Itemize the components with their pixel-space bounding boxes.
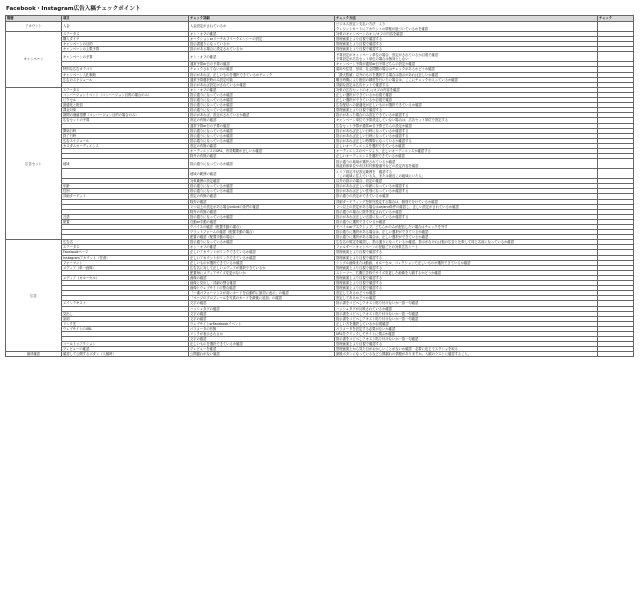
method-cell: 指示通りの場合に除外設定されているか確認: [335, 209, 598, 214]
method-cell: 「最大数値」以外のものを選択する場合は指示があれば正しいか確認: [335, 72, 598, 77]
sheet-title: Facebook・Instagram広告入稿チェックポイント: [6, 6, 141, 12]
detail-cell: 指示があれば設定がされているか確認: [189, 82, 335, 87]
check-cell[interactable]: [598, 159, 634, 169]
method-cell: フォルダー＞キャンペーンの登録ごとの対象広告シート: [335, 245, 598, 250]
detail-cell: 画像の確認: [189, 275, 335, 280]
method-cell: 広告配信への最適化が正しいものが選択できているか確認: [335, 103, 598, 108]
detail-cell: プレビューを確認: [189, 347, 335, 352]
detail-cell: 「一番パフォーマンスが高いカードを自動的に最初に表示」の確認: [189, 291, 335, 296]
detail-cell: ２つ以上の設定がある場合orAndの条件の確認: [189, 204, 335, 209]
check-cell[interactable]: [598, 169, 634, 179]
method-cell: オーディエンスのページより、正しいオーディエンスか確認する: [335, 148, 598, 153]
header-item: 項目: [62, 16, 189, 22]
detail-cell: 通常予算or日の予算の確認: [189, 123, 335, 128]
item-cell: 説明: [62, 316, 189, 321]
detail-cell: 指示通りになっているか確認: [189, 184, 335, 189]
item-cell: コンバージョンイベント（コンバージョン目的の場合のみ）: [62, 92, 189, 97]
detail-cell: オン・オフの確認: [189, 32, 335, 37]
method-cell: 指示通りに選択できているか確認: [335, 219, 598, 224]
detail-cell: オン・オフの確認: [189, 245, 335, 250]
method-cell: 広告名の規定を確認し、指示通りになっているか確認。指示がなければ他の広告と比較して同じ名前になっているか確認: [335, 240, 598, 245]
item-cell: 詳細ターゲット: [62, 194, 189, 199]
method-cell: ストーリー、右側広告枠でサイズ変更した画像を入稿するかどうか確認: [335, 270, 598, 275]
method-cell: 指示書をコピペしテキスト貼り付けないか一語一句確認: [335, 311, 598, 316]
method-cell: 管理画面上より目視で確認する: [335, 281, 598, 286]
item-cell: 言語: [62, 214, 189, 219]
method-cell: 対象の広告セットのオン/オフの内容を確認: [335, 87, 598, 92]
item-cell: プレビューの確認: [62, 347, 189, 352]
item-cell: [62, 169, 189, 179]
item-cell: 年齢: [62, 184, 189, 189]
item-cell: 開始日時: [62, 128, 189, 133]
method-cell: 最後ボタンになっているなど公開漏れの情報がありますか。入稿のラストに確認すること。: [335, 352, 598, 357]
detail-cell: プラットフォームの確認（配置手動の場合）: [189, 230, 335, 235]
method-cell: 指示書をコピペしテキスト貼り付けないか一語一句確認: [335, 337, 598, 342]
item-cell: ピクセル: [62, 98, 189, 103]
detail-cell: 除外の有無の確認: [189, 209, 335, 214]
item-cell: 広告セットの予算: [62, 118, 189, 123]
detail-cell: 自動or手動の確認: [189, 219, 335, 224]
item-cell: 期間の価値指標（コンバージョン目的の場合のみ）: [62, 113, 189, 118]
item-cell: 入金: [62, 22, 189, 32]
item-cell: 広告名: [62, 240, 189, 245]
item-cell: 購入タイプ: [62, 37, 189, 42]
method-cell: 広告セット予算が通常or日予算どちらの設定か確認: [335, 123, 598, 128]
method-cell: 正しいオーディエンスを選択できているか確認: [335, 154, 598, 159]
method-cell: 正しい選択ができているか目視で確認: [335, 92, 598, 97]
method-cell: 管理画面上より目視で確認する: [335, 250, 598, 255]
check-cell[interactable]: [598, 22, 634, 32]
section-cell: 最終確認: [6, 352, 62, 357]
detail-cell: 指示通りになっているか確認: [189, 240, 335, 245]
detail-cell: 「ページのプロフィールを写真のカードを最後に追加」の確認: [189, 296, 335, 301]
item-cell: フォーマット: [62, 260, 189, 265]
detail-cell: 指示通りになっているか確認: [189, 128, 335, 133]
method-cell: 管理画面上より目視で確認する: [335, 275, 598, 280]
method-cell: 管理画面上より目視で確認する: [335, 255, 598, 260]
detail-cell: 正しいアカウントがリンクできているか確認: [189, 250, 335, 255]
detail-cell: 指示通りになっているか確認: [189, 92, 335, 97]
detail-cell: オーディエンスのURL、有効期間が正しいか確認: [189, 148, 335, 153]
method-cell: ２つ以上の設定がある場合はor/and条件の確認し、正しい設定がされているか確認: [335, 204, 598, 209]
header-method: チェック方法: [335, 16, 598, 22]
detail-cell: 正しいアカウントがリンクできているか確認: [189, 255, 335, 260]
item-cell: ステータス: [62, 87, 189, 92]
detail-cell: ハッシュタグの確認: [189, 306, 335, 311]
header-level: 階層: [6, 16, 62, 22]
method-cell: ビジネス設定＞支払い方法 より クレジットカードにアカウントの情報が紐づいているかを確認: [335, 22, 598, 32]
method-cell: 指示通りに選択がある場合は、正しい選択ができているか確認: [335, 230, 598, 235]
detail-cell: 除外の有無の確認: [189, 154, 335, 159]
method-cell: 予算設定がキャンペーン単位の場合、設定がされているか目視で確認 予算設定が広告セット単位の場合は無効としない: [335, 52, 598, 62]
detail-cell: チェックされてないかの確認: [189, 67, 335, 72]
method-cell: パラメータを設定する必要がないか確認: [335, 326, 598, 331]
section-cell: キャンペーン: [6, 32, 62, 88]
item-cell: 性別: [62, 189, 189, 194]
detail-cell: オークションorリーチ＆フリークエンシーの設定: [189, 37, 335, 42]
detail-cell: 設定の有無の確認: [189, 118, 335, 123]
item-cell: メディア（単一画像）: [62, 265, 189, 270]
detail-cell: 入金設定がされているか: [189, 22, 335, 32]
item-cell: キャンペーンの目的: [62, 42, 189, 47]
method-cell: 管理画面上より目視で確認する: [335, 42, 598, 47]
item-cell: キャンペーンの上限予算: [62, 47, 189, 52]
detail-cell: 指示通りになっているか確認: [189, 103, 335, 108]
method-cell: 管理画面上より目視で確認する: [335, 265, 598, 270]
detail-cell: デバイスの確認（配置手動の場合）: [189, 225, 335, 230]
item-cell: 確認して公開するボタン（入稿時）: [62, 352, 189, 357]
detail-cell: 文字の確認: [189, 316, 335, 321]
method-cell: 設定してあるかどうか確認: [335, 296, 598, 301]
checklist-table: [5, 15, 634, 357]
method-cell: 指示があれば正しい言語になっているか確認する: [335, 214, 598, 219]
method-cell: 雇用や住居、信用、社会問題の場合はチェックがあるかどうか確認: [335, 67, 598, 72]
detail-cell: 文字の確認: [189, 301, 335, 306]
detail-cell: オン・オフの確認: [189, 52, 335, 62]
header-detail: チェック詳細: [189, 16, 335, 22]
detail-cell: 画像とウェブサイトの整合確認: [189, 286, 335, 291]
method-cell: ハッシュタグが反映されているか確認: [335, 306, 598, 311]
item-cell: リンク先: [62, 321, 189, 326]
method-cell: 指示書をコピペしテキスト貼り付けないか一語一句確認: [335, 316, 598, 321]
detail-cell: 対象範囲の設定確認: [189, 179, 335, 184]
table-row: [6, 352, 634, 357]
section-cell: 広告セット: [6, 87, 62, 239]
detail-cell: 指示がある場合に設定されているか: [189, 47, 335, 52]
table-row: [6, 52, 634, 62]
method-cell: 管理画面上より目視で確認する: [335, 286, 598, 291]
method-cell: キャンペーン予算が通常or日予算どちらの設定か確認: [335, 62, 598, 67]
section-cell: 広告: [6, 240, 62, 352]
method-cell: 指示があれば正しい日時になっているか確認する: [335, 133, 598, 138]
item-cell: ステータス: [62, 245, 189, 250]
item-cell: 見出し: [62, 311, 189, 316]
method-cell: 正しいオーディエンスを選択できているか確認: [335, 143, 598, 148]
detail-cell: 除外の確認: [189, 199, 335, 204]
item-cell: カスタムオーディエンス: [62, 143, 189, 148]
method-cell: 設定してあるかどうか確認: [335, 291, 598, 296]
item-cell: 終了日時: [62, 133, 189, 138]
method-cell: モバイルorデスクトップ、どちらかのみが配信したい場合はチェックを外す: [335, 225, 598, 230]
item-cell: Instagramアカウント（任意）: [62, 255, 189, 260]
detail-cell: 指示があれば、設定がされているか確認: [189, 113, 335, 118]
method-cell: 管理画面上より目視で確認する: [335, 342, 598, 347]
method-cell: 対象のキャンペーンのオン/オフの内容を確認: [335, 32, 598, 37]
item-cell: メインテキスト: [62, 301, 189, 306]
detail-cell: 設定の有無の確認: [189, 143, 335, 148]
detail-cell: 指示通りになっているか確認: [189, 214, 335, 219]
section-cell: アカウント: [6, 22, 62, 32]
item-cell: キャンペーン入札戦略: [62, 72, 189, 77]
method-cell: 指示通りの地域が選択されているか確認 都道府県単位や市区町村郵便番号などの設定内容を確認: [335, 159, 598, 169]
method-cell: 管理画面上より目視で確認する: [335, 37, 598, 42]
detail-cell: 指示通りになっているか確認: [189, 98, 335, 103]
item-cell: メディア（カルーセル）: [62, 275, 189, 280]
item-cell: 最適化と配信: [62, 103, 189, 108]
item-cell: 配置: [62, 219, 189, 224]
detail-cell: 通常予算選択時のみ設定可能: [189, 77, 335, 82]
detail-cell: オン・オフの確認: [189, 87, 335, 92]
detail-cell: 文字の確認: [189, 337, 335, 342]
detail-cell: 指示があれば、正しいものを選択できているかチェック: [189, 72, 335, 77]
item-cell: ステータス: [62, 32, 189, 37]
detail-cell: 正しいものを選択できているか確認: [189, 342, 335, 347]
table-row: [6, 169, 634, 179]
detail-cell: 通常予算or日の予算の確認: [189, 62, 335, 67]
item-cell: 地域: [62, 159, 189, 169]
detail-cell: 指示通りになっているか確認: [189, 138, 335, 143]
method-cell: キャンペーン単位で予算設定していない場合は、広告セット単位で設定する: [335, 118, 598, 123]
checklist-body: [6, 22, 634, 357]
detail-cell: 指示通りになっているか確認: [189, 133, 335, 138]
table-row: [6, 22, 634, 32]
method-cell: 指示があれば正しい性別になっているか確認する: [335, 189, 598, 194]
detail-cell: 文字の確認: [189, 311, 335, 316]
method-cell: 指示があれば正しい時間帯になっているか確認する: [335, 138, 598, 143]
method-cell: 管理画面上より目視で確認する: [335, 47, 598, 52]
method-cell: シングル画像または動画、カルーセル、コレクションで正しいものが選択できているか確認: [335, 260, 598, 265]
method-cell: URLをクリックしてサイトに飛ぶか確認: [335, 331, 598, 336]
method-cell: 詳細ターゲティングを除外設定する場合は、個別で分けているか確認: [335, 199, 598, 204]
method-cell: 指示通りに選択がある場合は、正しい選択ができているか確認: [335, 235, 598, 240]
method-cell: 曜日時間により配信の精度を行いたい場合は、ここにチェックが入っているか確認: [335, 77, 598, 82]
method-cell: 以外の指示の場合、設定の確認: [335, 179, 598, 184]
detail-cell: 指示通りになっているか確認: [189, 108, 335, 113]
header-check: チェック: [598, 16, 634, 22]
table-row: [6, 159, 634, 169]
method-cell: 指示があれば正しい年齢になっているか確認する: [335, 184, 598, 189]
method-cell: 正しい選択ができているか目視で確認: [335, 98, 598, 103]
detail-cell: 配置毎にメディアサイズ変更がないか: [189, 270, 335, 275]
check-cell[interactable]: [598, 52, 634, 62]
item-cell: 特別な広告カテゴリ: [62, 67, 189, 72]
detail-cell: 配置の確認（配置手動の場合）: [189, 235, 335, 240]
item-cell: 広告スケジュール: [62, 138, 189, 143]
method-cell: 管理画面上から見た目がおかしいことがないか確認 必要に応じてスクショを取る: [335, 347, 598, 352]
detail-cell: 公開漏れがない確認: [189, 352, 335, 357]
method-cell: 指示通りの設定ができているか確認: [335, 194, 598, 199]
detail-cell: ウェブサイトorFacebookイベント: [189, 321, 335, 326]
detail-cell: パラメータの有無: [189, 326, 335, 331]
item-cell: コールトゥアクション: [62, 342, 189, 347]
method-cell: 管理画面上より目視で確認する: [335, 108, 598, 113]
method-cell: 指示があれば正しい日時になっているか確認する: [335, 128, 598, 133]
item-cell: キャンペーンの予算: [62, 52, 189, 62]
detail-cell: 指示書通りになっているか: [189, 42, 335, 47]
method-cell: 正しい方を選択しているか目視確認: [335, 321, 598, 326]
item-cell: ウェブサイトのURL: [62, 326, 189, 331]
detail-cell: リンクが表示されるか: [189, 331, 335, 336]
detail-cell: 指示通りになっているか確認: [189, 159, 335, 169]
detail-cell: 画像と見出し・詳細の整合確認: [189, 281, 335, 286]
item-cell: Facebookページ: [62, 250, 189, 255]
check-cell[interactable]: [598, 352, 634, 357]
method-cell: エリア指定半径設定範囲を 確認する 「この地域に住んでいる人、または最近この地域にいた人」: [335, 169, 598, 179]
detail-cell: 正しいものが選択できているか確認: [189, 260, 335, 265]
detail-cell: 指示通りになっているか確認: [189, 189, 335, 194]
item-cell: 広告のスケジュール: [62, 77, 189, 82]
method-cell: 詳細な設定は広告セットで確認する: [335, 82, 598, 87]
method-cell: 指示書をコピペしテキスト貼り付けないか一語一句確認: [335, 301, 598, 306]
detail-cell: 地域の範囲の確認: [189, 169, 335, 179]
item-cell: 課金対象: [62, 108, 189, 113]
method-cell: 指示があった場合のみ設定できているか確認する: [335, 113, 598, 118]
detail-cell: 設定の有無の確認: [189, 194, 335, 199]
detail-cell: 広告名に対して正しいメディアが選択できているか: [189, 265, 335, 270]
